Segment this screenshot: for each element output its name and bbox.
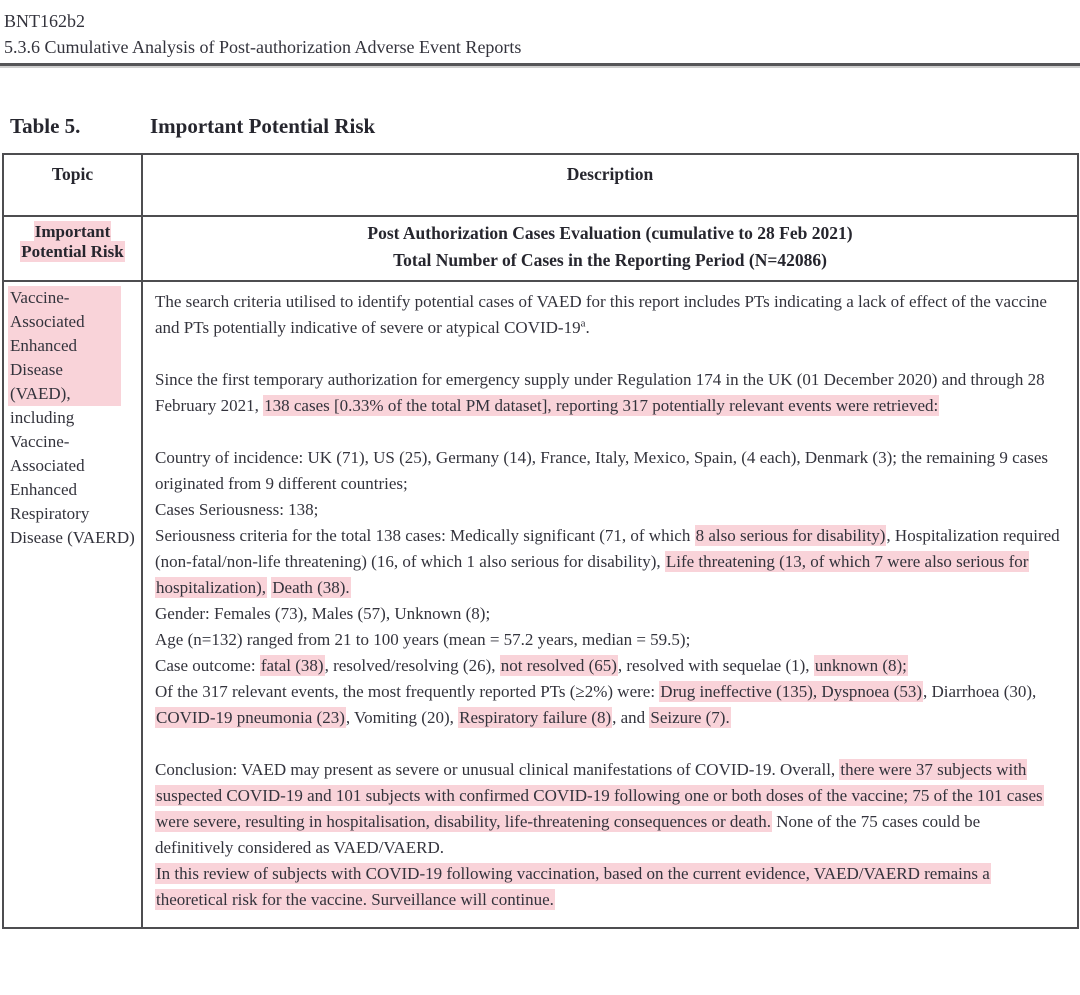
highlighted-text: Death (38).	[272, 578, 350, 597]
highlighted-text: In this review of subjects with COVID-19 following vaccination, based on the current evidence, VAED/VAERD remains a theoretical risk for the vaccine. Surveillance will continue.	[156, 864, 990, 909]
paragraph	[155, 601, 1061, 627]
topic-highlighted-text: Vaccine-Associated Enhanced Disease (VAED),	[8, 286, 121, 406]
paragraph	[155, 679, 1061, 731]
topic-text: including Vaccine-Associated Enhanced Respiratory Disease (VAERD)	[10, 408, 135, 547]
text-run: Of the 317 relevant events, the most frequently reported PTs (≥2%) were:	[155, 682, 660, 701]
text-run: , resolved with sequelae (1),	[617, 656, 814, 675]
highlighted-text: Respiratory failure (8)	[459, 708, 612, 727]
paragraph	[155, 861, 1061, 913]
paragraph	[155, 497, 1061, 523]
text-run: Cases Seriousness: 138;	[155, 500, 319, 519]
description-block	[155, 445, 1061, 731]
paragraph	[155, 289, 1061, 341]
text-run: , Hospitalization required (non-fatal/non-life threatening) (16, of which 1 also serious for disability),	[155, 526, 1060, 571]
table-caption-label: Table 5.	[10, 114, 81, 138]
text-run: Age (n=132) ranged from 21 to 100 years (mean = 57.2 years, median = 59.5);	[155, 630, 691, 649]
table-caption-title: Important Potential Risk	[150, 114, 376, 138]
text-run: , and	[612, 708, 650, 727]
paragraph	[155, 445, 1061, 497]
text-run: Seriousness criteria for the total 138 cases: Medically significant (71, of which	[155, 526, 695, 545]
subheader-description-line: Total Number of Cases in the Reporting Period (N=42086)	[393, 250, 827, 270]
highlighted-text: there were 37 subjects with suspected COVID-19 and 101 subjects with confirmed COVID-19 following one or both doses of the vaccine; 75 of the 101 cases were severe, resulting in hospitalisation, disability, life-threatening consequences or death.	[156, 760, 1043, 831]
paragraph	[155, 653, 1061, 679]
highlighted-text: COVID-19 pneumonia (23)	[156, 708, 345, 727]
header-rule	[0, 63, 1080, 68]
subheader-description-line: Post Authorization Cases Evaluation (cumulative to 28 Feb 2021)	[367, 223, 853, 243]
paragraph	[155, 757, 1061, 861]
text-run: Conclusion: VAED may present as severe or unusual clinical manifestations of COVID-19. Overall,	[155, 760, 840, 779]
paragraph	[155, 523, 1061, 601]
highlighted-text: fatal (38)	[260, 656, 324, 675]
description-block	[155, 757, 1061, 913]
highlighted-text: unknown (8);	[814, 656, 907, 675]
highlighted-text: 8 also serious for disability)	[695, 526, 886, 545]
doc-header-line1: BNT162b2	[4, 11, 85, 31]
text-run: , Vomiting (20),	[345, 708, 459, 727]
highlighted-text: 138 cases [0.33% of the total PM dataset], reporting 317 potentially relevant events were retrieved:	[264, 396, 939, 415]
highlighted-text: Drug ineffective (135), Dyspnoea (53)	[660, 682, 922, 701]
description-block	[155, 367, 1061, 419]
highlighted-text: not resolved (65)	[500, 656, 617, 675]
highlighted-text: Life threatening (13, of which 7 were also serious for hospitalization),	[156, 552, 1029, 597]
paragraph	[155, 627, 1061, 653]
text-run: Country of incidence: UK (71), US (25), Germany (14), France, Italy, Mexico, Spain, (4 each), Denmark (3); the remaining 9 cases originated from 9 different countries;	[155, 448, 1049, 493]
column-header-description: Description	[142, 154, 1078, 216]
text-run: , Diarrhoea (30),	[922, 682, 1037, 701]
text-run: The search criteria utilised to identify potential cases of VAED for this report includes PTs indicating a lack of effect of the vaccine and PTs potentially indicative of severe or atypical COVID-19	[155, 292, 1047, 337]
text-run: .	[585, 318, 590, 337]
highlighted-text: Seizure (7).	[650, 708, 730, 727]
text-run: Case outcome:	[155, 656, 260, 675]
document-header	[0, 8, 1080, 60]
vaed-topic-cell	[3, 281, 142, 928]
table-subheader-row	[3, 216, 1078, 281]
text-run: Since the first temporary authorization for emergency supply under Regulation 174 in the UK (01 December 2020) and through 28 February 2021,	[155, 370, 1045, 415]
table-header-row	[3, 154, 1078, 216]
text-run: a	[580, 317, 586, 330]
subheader-topic-cell	[3, 216, 142, 281]
important-potential-risk-table	[2, 153, 1079, 929]
vaed-description-cell	[142, 281, 1078, 928]
text-run: None of the 75 cases could be definitively considered as VAED/VAERD.	[155, 812, 981, 857]
table-row-vaed	[3, 281, 1078, 928]
text-run: , resolved/resolving (26),	[324, 656, 500, 675]
subheader-description-cell	[142, 216, 1078, 281]
column-header-topic: Topic	[3, 154, 142, 216]
text-run: Gender: Females (73), Males (57), Unknown (8);	[155, 604, 491, 623]
paragraph	[155, 367, 1061, 419]
subheader-topic-highlight: Important Potential Risk	[21, 222, 124, 261]
table-caption	[10, 114, 1080, 139]
doc-header-line2: 5.3.6 Cumulative Analysis of Post-authorization Adverse Event Reports	[4, 37, 522, 57]
description-block	[155, 289, 1061, 341]
